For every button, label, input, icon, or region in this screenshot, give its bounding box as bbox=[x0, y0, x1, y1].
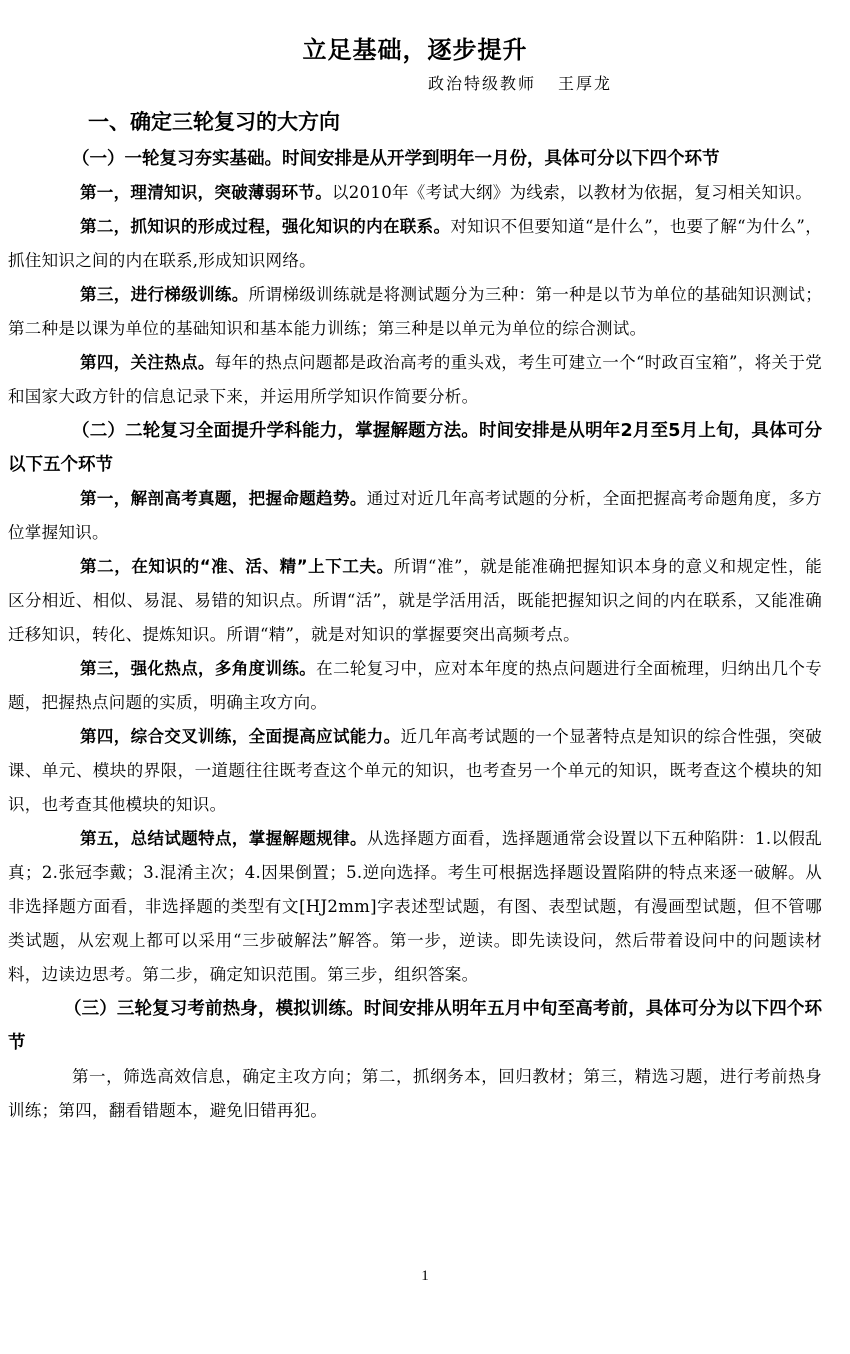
paragraph bbox=[8, 176, 822, 210]
paragraph-lead: 第三，强化热点，多角度训练。 bbox=[80, 659, 317, 678]
round1-section bbox=[8, 142, 822, 414]
page-title: 立足基础，逐步提升 bbox=[302, 36, 528, 64]
paragraph-text: 通过对近几年高考试题的分析，全面把握高考命题角度，多方位掌握知识。 bbox=[8, 489, 822, 542]
paragraph bbox=[8, 278, 822, 346]
author-line bbox=[428, 71, 822, 94]
author-name: 王厚龙 bbox=[558, 74, 613, 93]
paragraph-text: 从选择题方面看，选择题通常会设置以下五种陷阱：1.以假乱真；2.张冠李戴；3.混淆主次；4.因果倒置；5.逆向选择。考生可根据选择题设置陷阱的特点来逐一破解。从非选择题方面看，非选择题的类型有文[HJ2mm]字表述型试题，有图、表型试题，有漫画型试题，但不管哪类试题，从宏观上都可以采用“三步破解法”解答。第一步，逆读。即先读设问，然后带着设问中的问题读材料，边读边思考。第二步，确定知识范围。第三步，组织答案。 bbox=[8, 829, 822, 984]
paragraph bbox=[8, 550, 822, 652]
author-role: 政治特级教师 bbox=[428, 74, 537, 93]
round2-heading: （二）二轮复习全面提升学科能力，掌握解题方法。时间安排是从明年2月至5月上旬，具体可分以下五个环节 bbox=[8, 421, 822, 475]
paragraph-text: 近几年高考试题的一个显著特点是知识的综合性强，突破课、单元、模块的界限，一道题往往既考查这个单元的知识，也考查另一个单元的知识，既考查这个模块的知识，也考查其他模块的知识。 bbox=[8, 727, 822, 814]
paragraph-lead: 第二，在知识的“准、活、精”上下工夫。 bbox=[80, 557, 394, 576]
round3-section bbox=[8, 992, 822, 1128]
paragraph bbox=[8, 482, 822, 550]
paragraph bbox=[8, 720, 822, 822]
paragraph-text: 每年的热点问题都是政治高考的重头戏，考生可建立一个“时政百宝箱”，将关于党和国家大政方针的信息记录下来，并运用所学知识作简要分析。 bbox=[8, 353, 822, 406]
paragraph-text: 在二轮复习中，应对本年度的热点问题进行全面梳理，归纳出几个专题，把握热点问题的实质，明确主攻方向。 bbox=[8, 659, 823, 712]
paragraph bbox=[8, 346, 822, 414]
round2-section bbox=[8, 414, 822, 992]
round1-heading: （一）一轮复习夯实基础。时间安排是从开学到明年一月份，具体可分以下四个环节 bbox=[72, 149, 720, 169]
paragraph-lead: 第四，综合交叉训练，全面提高应试能力。 bbox=[80, 727, 401, 746]
paragraph-text: 以2010年《考试大纲》为线索，以教材为依据，复习相关知识。 bbox=[332, 183, 812, 202]
round3-heading: （三）三轮复习考前热身，模拟训练。时间安排从明年五月中旬至高考前，具体可分为以下四个环节 bbox=[8, 999, 822, 1053]
paragraph-lead: 第四，关注热点。 bbox=[80, 353, 215, 372]
paragraph-lead: 第三，进行梯级训练。 bbox=[80, 285, 249, 304]
paragraph-lead: 第一，理清知识，突破薄弱环节。 bbox=[80, 183, 332, 202]
section-heading: 一、确定三轮复习的大方向 bbox=[88, 110, 340, 134]
paragraph-text: 对知识不但要知道“是什么”，也要了解“为什么”，抓住知识之间的内在联系,形成知识网络。 bbox=[8, 217, 822, 270]
page-number: 1 bbox=[421, 1268, 429, 1284]
paragraph-text: 所谓梯级训练就是将测试题分为三种：第一种是以节为单位的基础知识测试；第二种是以课为单位的基础知识和基本能力训练；第三种是以单元为单位的综合测试。 bbox=[8, 285, 823, 338]
paragraph-lead: 第五，总结试题特点，掌握解题规律。 bbox=[80, 829, 367, 848]
paragraph-lead: 第二，抓知识的形成过程，强化知识的内在联系。 bbox=[80, 217, 451, 236]
paragraph bbox=[8, 210, 822, 278]
paragraph-lead: 第一，解剖高考真题，把握命题趋势。 bbox=[80, 489, 367, 508]
paragraph: 第一，筛选高效信息，确定主攻方向；第二，抓纲务本，回归教材；第三，精选习题，进行考前热身训练；第四，翻看错题本，避免旧错再犯。 bbox=[8, 1067, 822, 1120]
paragraph bbox=[8, 822, 822, 992]
paragraph bbox=[8, 652, 822, 720]
paragraph-text: 所谓“准”，就是能准确把握知识本身的意义和规定性，能区分相近、相似、易混、易错的知识点。所谓“活”，就是学活用活，既能把握知识之间的内在联系，又能准确迁移知识，转化、提炼知识。所谓“精”，就是对知识的掌握要突出高频考点。 bbox=[8, 557, 823, 644]
